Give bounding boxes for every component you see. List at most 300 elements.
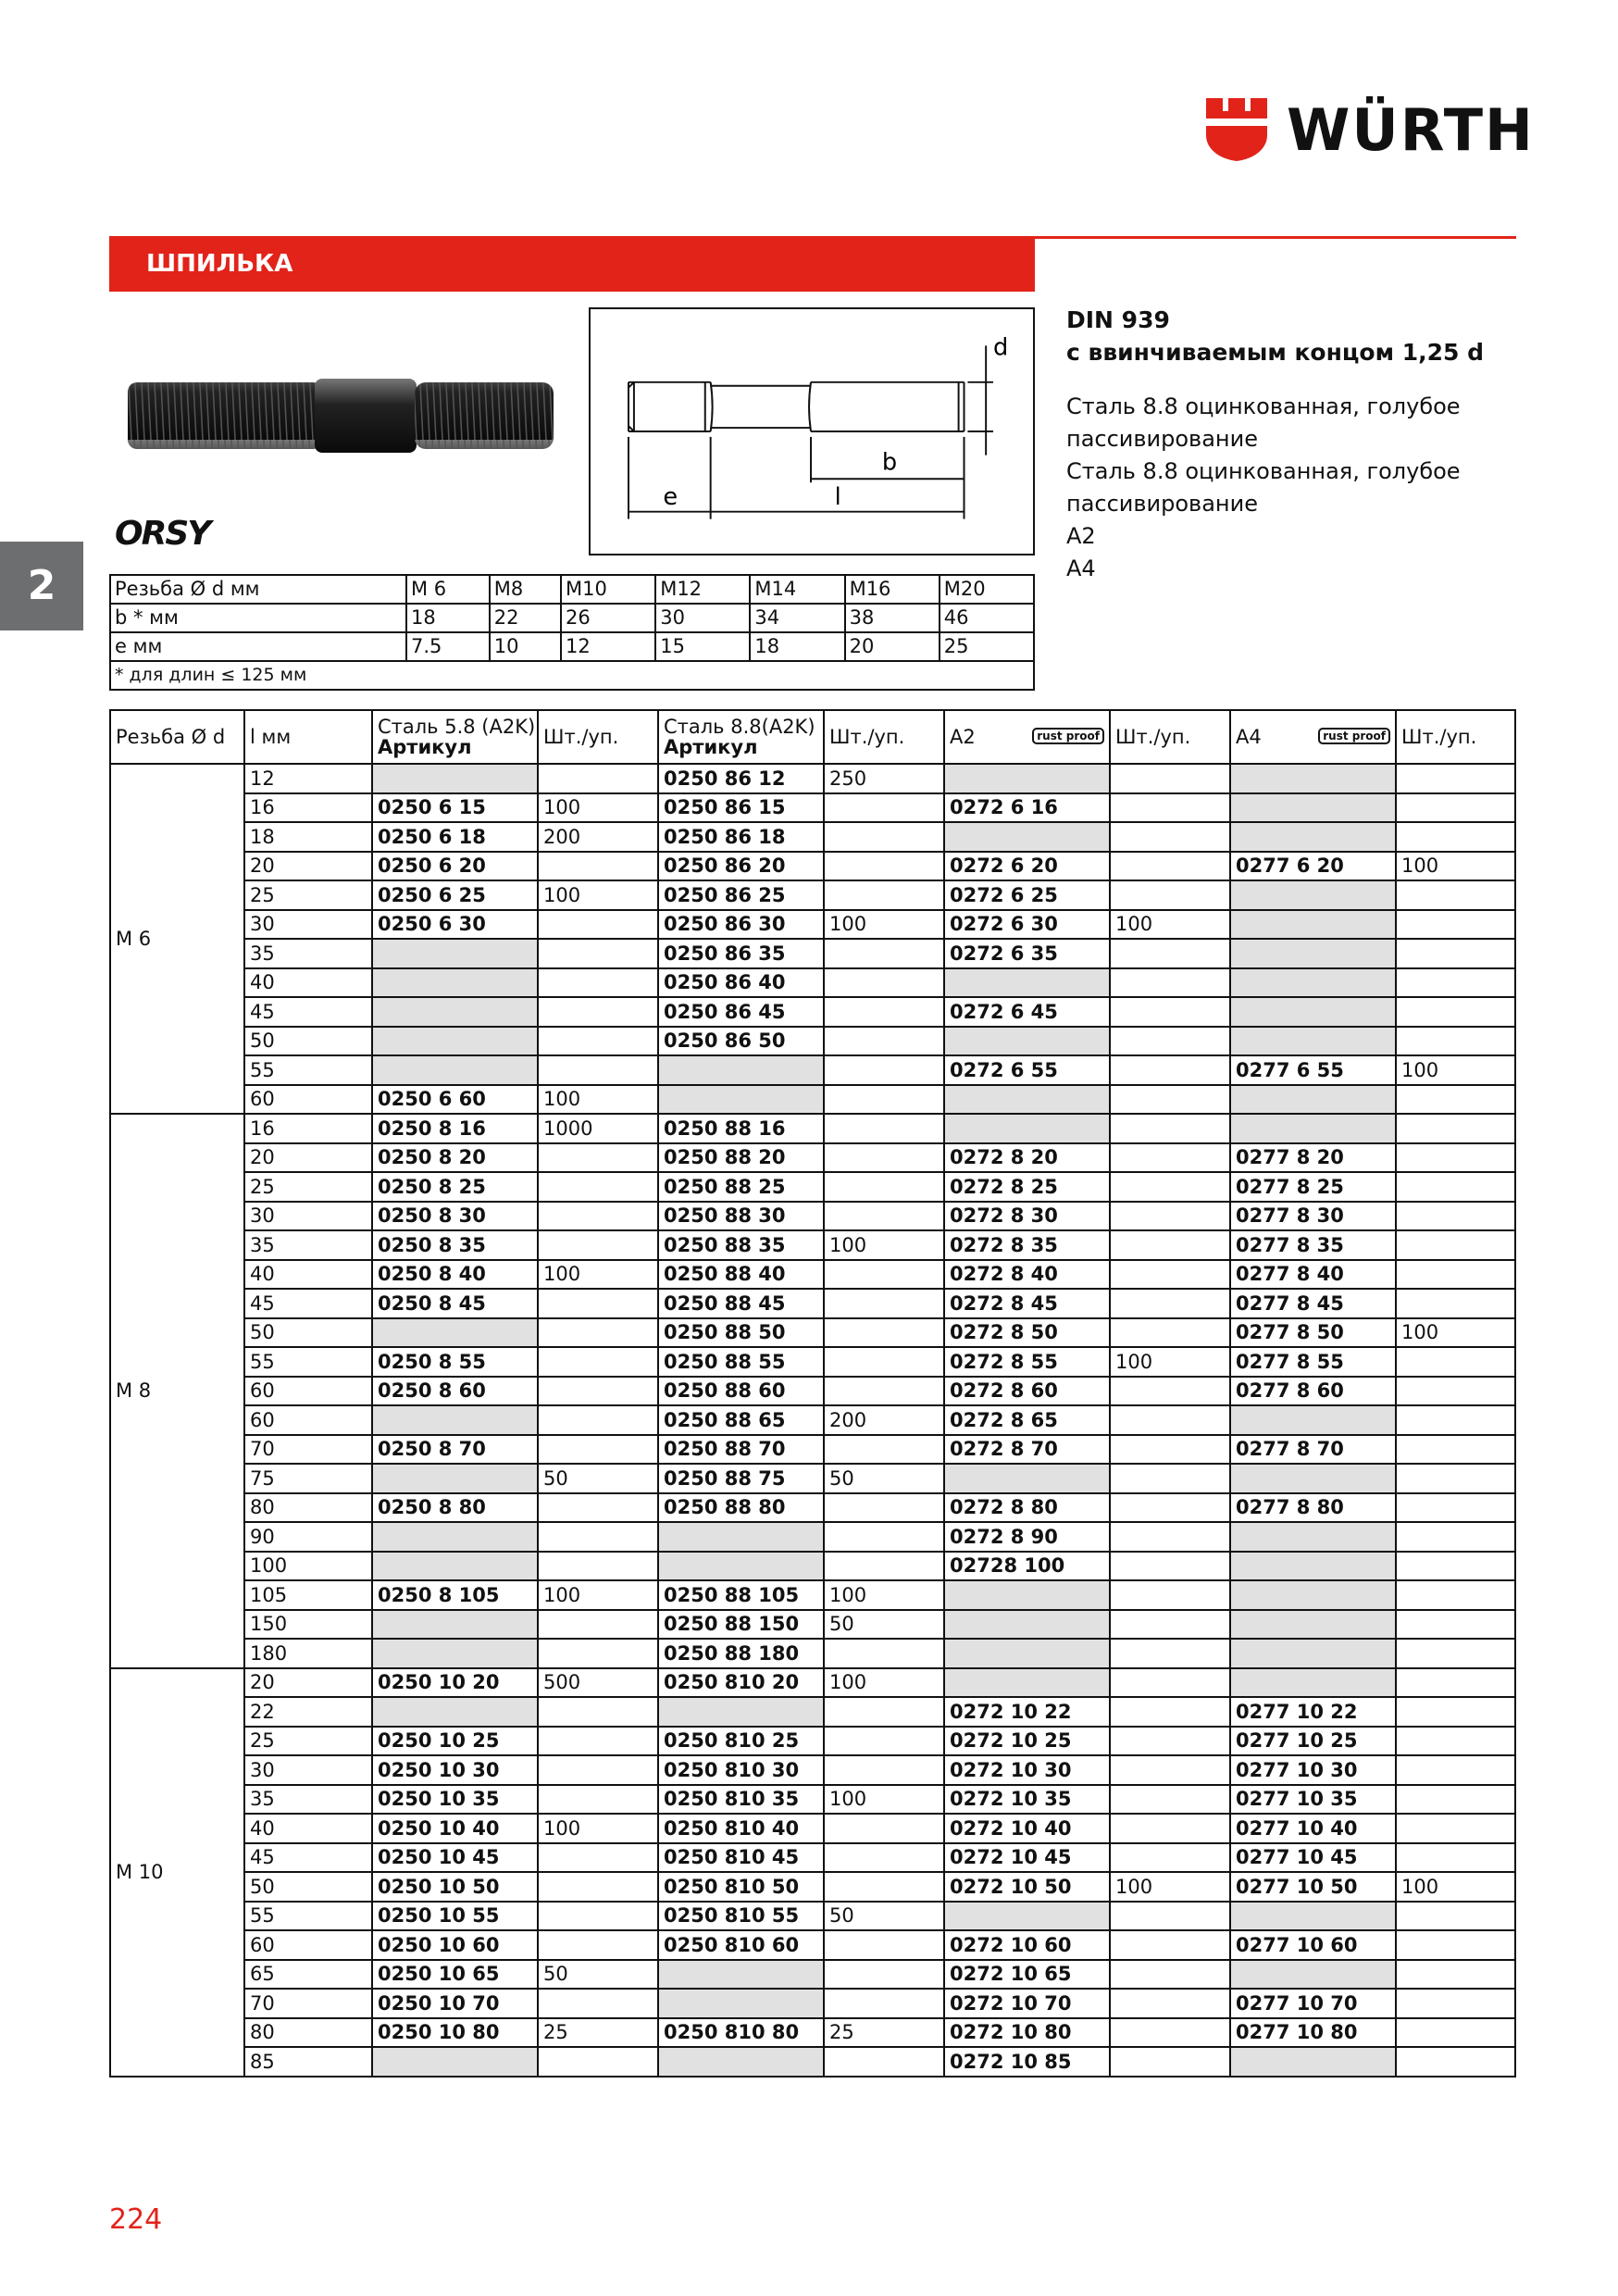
steel88-qty: [824, 822, 944, 852]
a4-qty: 100: [1396, 1318, 1515, 1348]
a4-article: 0277 8 20: [1230, 1143, 1396, 1173]
steel58-article: 0250 10 60: [372, 1930, 538, 1960]
steel58-qty: [538, 1552, 658, 1581]
a2-article: [944, 1902, 1110, 1931]
steel58-qty: 200: [538, 822, 658, 852]
steel88-qty: 50: [824, 1610, 944, 1640]
steel58-qty: [538, 2047, 658, 2077]
steel58-article: 0250 8 30: [372, 1202, 538, 1231]
steel88-article: 0250 86 40: [658, 968, 824, 998]
steel58-article: 0250 10 70: [372, 1989, 538, 2018]
dims-row-label: Резьба Ø d мм: [110, 575, 406, 604]
rust-proof-badge: rust proof: [1318, 728, 1390, 744]
steel88-article: [658, 1055, 824, 1085]
steel88-qty: [824, 939, 944, 968]
a2-article: 0272 8 60: [944, 1377, 1110, 1406]
steel58-qty: 100: [538, 880, 658, 910]
steel88-qty: [824, 1639, 944, 1668]
a4-qty: [1396, 1639, 1515, 1668]
dims-cell: 34: [750, 604, 844, 632]
steel58-article: 0250 10 40: [372, 1814, 538, 1843]
a2-article: 0272 8 70: [944, 1435, 1110, 1465]
a2-qty: [1110, 1522, 1230, 1552]
steel88-article: [658, 1085, 824, 1115]
length-cell: 18: [244, 822, 372, 852]
a2-qty: 100: [1110, 910, 1230, 940]
steel88-article: 0250 88 180: [658, 1639, 824, 1668]
a4-qty: [1396, 1668, 1515, 1698]
a4-article: [1230, 1522, 1396, 1552]
steel88-article: 0250 88 60: [658, 1377, 824, 1406]
a4-qty: [1396, 764, 1515, 793]
a2-qty: [1110, 1727, 1230, 1756]
steel88-qty: [824, 968, 944, 998]
steel58-article: 0250 10 50: [372, 1872, 538, 1902]
steel88-qty: [824, 997, 944, 1027]
a2-article: 0272 10 30: [944, 1755, 1110, 1785]
a2-qty: [1110, 968, 1230, 998]
steel58-article: 0250 8 55: [372, 1347, 538, 1377]
table-row: [110, 1610, 1515, 1640]
length-cell: 40: [244, 1814, 372, 1843]
steel88-article: 0250 810 80: [658, 2018, 824, 2048]
a4-article: [1230, 1960, 1396, 1990]
a2-qty: [1110, 1493, 1230, 1523]
a2-qty: 100: [1110, 1347, 1230, 1377]
steel88-qty: [824, 880, 944, 910]
a4-article: 0277 8 25: [1230, 1172, 1396, 1202]
a2-article: 0272 8 25: [944, 1172, 1110, 1202]
a4-article: 0277 10 80: [1230, 2018, 1396, 2048]
a4-qty: [1396, 1960, 1515, 1990]
page-number: 224: [109, 2203, 163, 2236]
a4-qty: [1396, 1405, 1515, 1435]
steel58-qty: [538, 764, 658, 793]
dims-row-label: b * мм: [110, 604, 406, 632]
steel58-article: [372, 1027, 538, 1056]
a4-article: 0277 10 25: [1230, 1727, 1396, 1756]
a2-article: 0272 6 45: [944, 997, 1110, 1027]
a2-article: 0272 8 80: [944, 1493, 1110, 1523]
a4-article: [1230, 764, 1396, 793]
length-cell: 55: [244, 1902, 372, 1931]
a2-qty: [1110, 822, 1230, 852]
table-row: [110, 1668, 1515, 1698]
a2-article: [944, 1085, 1110, 1115]
label-l: l: [834, 482, 841, 511]
steel88-article: 0250 88 20: [658, 1143, 824, 1173]
steel58-article: 0250 10 35: [372, 1785, 538, 1815]
steel58-qty: 100: [538, 793, 658, 823]
a4-qty: [1396, 1580, 1515, 1610]
steel88-qty: [824, 2047, 944, 2077]
a2-qty: [1110, 1785, 1230, 1815]
a4-article: 0277 8 60: [1230, 1377, 1396, 1406]
length-cell: 60: [244, 1377, 372, 1406]
a4-article: [1230, 1552, 1396, 1581]
product-description: [1066, 304, 1529, 585]
a2-article: 0272 10 70: [944, 1989, 1110, 2018]
length-cell: 50: [244, 1027, 372, 1056]
din-standard: DIN 939: [1066, 306, 1170, 333]
length-cell: 80: [244, 2018, 372, 2048]
steel58-article: 0250 8 105: [372, 1580, 538, 1610]
steel58-article: 0250 6 15: [372, 793, 538, 823]
a4-article: [1230, 1610, 1396, 1640]
steel58-article: 0250 8 80: [372, 1493, 538, 1523]
a2-article: 0272 8 40: [944, 1260, 1110, 1290]
steel88-article: 0250 86 35: [658, 939, 824, 968]
steel88-qty: [824, 1960, 944, 1990]
a2-article: [944, 1464, 1110, 1493]
steel58-qty: [538, 852, 658, 881]
a4-qty: [1396, 2047, 1515, 2077]
steel58-article: 0250 10 25: [372, 1727, 538, 1756]
a2-article: [944, 1668, 1110, 1698]
steel88-qty: 100: [824, 1230, 944, 1260]
steel58-article: [372, 1405, 538, 1435]
a2-qty: [1110, 1814, 1230, 1843]
steel88-qty: [824, 1318, 944, 1348]
steel58-qty: [538, 1377, 658, 1406]
table-row: [110, 2018, 1515, 2048]
steel58-article: [372, 2047, 538, 2077]
length-cell: 16: [244, 793, 372, 823]
a4-article: [1230, 997, 1396, 1027]
steel58-article: 0250 10 80: [372, 2018, 538, 2048]
length-cell: 50: [244, 1318, 372, 1348]
steel88-article: [658, 1552, 824, 1581]
steel58-qty: [538, 1989, 658, 2018]
steel88-qty: [824, 1727, 944, 1756]
a2-qty: [1110, 2047, 1230, 2077]
steel88-article: 0250 88 25: [658, 1172, 824, 1202]
steel88-qty: [824, 1202, 944, 1231]
a2-qty: [1110, 1027, 1230, 1056]
steel88-article: 0250 88 16: [658, 1114, 824, 1143]
header-qty: Шт./уп.: [824, 710, 944, 764]
chapter-tab[interactable]: 2: [0, 542, 83, 630]
steel88-qty: 100: [824, 1785, 944, 1815]
steel88-article: 0250 86 25: [658, 880, 824, 910]
a4-qty: [1396, 1377, 1515, 1406]
table-row: [110, 1755, 1515, 1785]
table-row: [110, 1260, 1515, 1290]
a2-qty: [1110, 939, 1230, 968]
steel58-qty: [538, 997, 658, 1027]
steel88-qty: [824, 1143, 944, 1173]
steel58-qty: [538, 1755, 658, 1785]
steel88-article: 0250 810 55: [658, 1902, 824, 1931]
a2-article: 0272 10 85: [944, 2047, 1110, 2077]
table-row: [110, 1843, 1515, 1873]
steel88-qty: [824, 1085, 944, 1115]
a2-article: [944, 764, 1110, 793]
steel58-article: 0250 10 30: [372, 1755, 538, 1785]
table-row: [110, 1580, 1515, 1610]
length-cell: 100: [244, 1552, 372, 1581]
steel58-article: 0250 10 20: [372, 1668, 538, 1698]
table-row: [110, 1639, 1515, 1668]
a4-article: [1230, 1668, 1396, 1698]
steel88-article: 0250 86 12: [658, 764, 824, 793]
dims-cell: M12: [655, 575, 750, 604]
a4-qty: [1396, 1202, 1515, 1231]
dims-cell: 46: [940, 604, 1034, 632]
steel88-article: 0250 810 40: [658, 1814, 824, 1843]
a4-article: 0277 10 22: [1230, 1697, 1396, 1727]
steel58-qty: [538, 1055, 658, 1085]
steel58-qty: 50: [538, 1960, 658, 1990]
steel88-article: 0250 86 45: [658, 997, 824, 1027]
steel58-article: 0250 8 60: [372, 1377, 538, 1406]
dims-cell: 22: [490, 604, 561, 632]
a2-article: 0272 6 20: [944, 852, 1110, 881]
steel88-article: 0250 88 105: [658, 1580, 824, 1610]
a4-qty: [1396, 1260, 1515, 1290]
steel88-qty: [824, 1522, 944, 1552]
a4-qty: 100: [1396, 852, 1515, 881]
steel88-qty: 50: [824, 1464, 944, 1493]
steel88-article: 0250 810 35: [658, 1785, 824, 1815]
steel58-article: 0250 10 65: [372, 1960, 538, 1990]
table-row: [110, 968, 1515, 998]
length-cell: 40: [244, 968, 372, 998]
a4-article: 0277 8 55: [1230, 1347, 1396, 1377]
a4-qty: [1396, 1085, 1515, 1115]
dims-cell: 18: [750, 632, 844, 661]
a2-qty: [1110, 1435, 1230, 1465]
a2-article: [944, 1610, 1110, 1640]
steel58-article: 0250 6 30: [372, 910, 538, 940]
a4-qty: [1396, 1610, 1515, 1640]
a2-article: 0272 6 30: [944, 910, 1110, 940]
a4-article: 0277 8 30: [1230, 1202, 1396, 1231]
length-cell: 65: [244, 1960, 372, 1990]
a2-article: [944, 1580, 1110, 1610]
length-cell: 75: [244, 1464, 372, 1493]
a2-qty: [1110, 1843, 1230, 1873]
dims-cell: M14: [750, 575, 844, 604]
table-row: [110, 1377, 1515, 1406]
steel58-qty: [538, 968, 658, 998]
steel88-qty: [824, 1872, 944, 1902]
a2-article: [944, 968, 1110, 998]
steel88-qty: [824, 1027, 944, 1056]
a2-article: 0272 8 35: [944, 1230, 1110, 1260]
a4-article: [1230, 822, 1396, 852]
steel58-qty: [538, 1172, 658, 1202]
dims-cell: 18: [406, 604, 490, 632]
steel88-article: [658, 1522, 824, 1552]
steel58-qty: [538, 1785, 658, 1815]
description-subtitle: с ввинчиваемым концом 1,25 d: [1066, 339, 1485, 366]
a4-qty: [1396, 1902, 1515, 1931]
a2-article: [944, 1114, 1110, 1143]
a4-qty: [1396, 1143, 1515, 1173]
a2-qty: [1110, 1930, 1230, 1960]
rust-proof-badge: rust proof: [1032, 728, 1104, 744]
table-row: [110, 1085, 1515, 1115]
steel88-article: 0250 88 45: [658, 1289, 824, 1318]
steel88-article: 0250 86 15: [658, 793, 824, 823]
a2-qty: [1110, 2018, 1230, 2048]
a4-article: 0277 6 20: [1230, 852, 1396, 881]
a2-qty: [1110, 997, 1230, 1027]
header-thread: Резьба Ø d: [110, 710, 244, 764]
steel88-qty: 200: [824, 1405, 944, 1435]
steel58-qty: [538, 1522, 658, 1552]
a4-qty: [1396, 1727, 1515, 1756]
header-qty: Шт./уп.: [1396, 710, 1515, 764]
steel88-qty: [824, 1260, 944, 1290]
a2-qty: [1110, 1172, 1230, 1202]
table-row: [110, 1522, 1515, 1552]
steel58-article: 0250 10 55: [372, 1902, 538, 1931]
a2-article: 0272 8 90: [944, 1522, 1110, 1552]
length-cell: 90: [244, 1522, 372, 1552]
steel88-qty: 100: [824, 1580, 944, 1610]
steel88-article: [658, 2047, 824, 2077]
table-row: [110, 822, 1515, 852]
a2-qty: 100: [1110, 1872, 1230, 1902]
steel58-qty: [538, 939, 658, 968]
length-cell: 35: [244, 1785, 372, 1815]
a4-qty: [1396, 793, 1515, 823]
a2-qty: [1110, 1960, 1230, 1990]
a2-article: 0272 6 55: [944, 1055, 1110, 1085]
steel88-article: 0250 810 30: [658, 1755, 824, 1785]
steel58-article: [372, 1055, 538, 1085]
steel58-article: 0250 8 16: [372, 1114, 538, 1143]
thread-cell: M 8: [110, 1114, 244, 1668]
steel88-article: 0250 88 65: [658, 1405, 824, 1435]
label-e: e: [663, 482, 678, 511]
material-line: Сталь 8.8 оцинкованная, голубое пассивирование: [1066, 393, 1461, 452]
table-row: [110, 793, 1515, 823]
steel88-qty: [824, 1347, 944, 1377]
length-cell: 20: [244, 852, 372, 881]
a4-qty: [1396, 910, 1515, 940]
steel58-article: [372, 939, 538, 968]
table-row: [110, 1785, 1515, 1815]
steel88-qty: 100: [824, 1668, 944, 1698]
a4-qty: [1396, 1755, 1515, 1785]
a2-qty: [1110, 1289, 1230, 1318]
steel88-qty: [824, 1055, 944, 1085]
a4-qty: [1396, 1114, 1515, 1143]
steel58-article: [372, 968, 538, 998]
steel88-article: 0250 88 80: [658, 1493, 824, 1523]
a2-qty: [1110, 1055, 1230, 1085]
steel88-qty: [824, 1493, 944, 1523]
table-row: [110, 1405, 1515, 1435]
steel88-article: 0250 88 40: [658, 1260, 824, 1290]
length-cell: 25: [244, 880, 372, 910]
steel58-qty: [538, 1289, 658, 1318]
a4-qty: [1396, 1493, 1515, 1523]
a4-qty: [1396, 1697, 1515, 1727]
a2-article: 0272 8 55: [944, 1347, 1110, 1377]
steel88-article: 0250 88 150: [658, 1610, 824, 1640]
dims-cell: 26: [561, 604, 655, 632]
a4-qty: [1396, 1027, 1515, 1056]
a2-article: 0272 6 25: [944, 880, 1110, 910]
dims-cell: M8: [490, 575, 561, 604]
steel58-qty: [538, 1930, 658, 1960]
a4-article: [1230, 2047, 1396, 2077]
steel88-qty: 50: [824, 1902, 944, 1931]
steel88-article: 0250 86 18: [658, 822, 824, 852]
steel58-article: [372, 1639, 538, 1668]
a2-qty: [1110, 1114, 1230, 1143]
steel88-article: [658, 1960, 824, 1990]
orsy-logo: ORSY: [115, 515, 210, 553]
a4-article: 0277 10 35: [1230, 1785, 1396, 1815]
steel58-article: [372, 1697, 538, 1727]
a4-article: [1230, 1405, 1396, 1435]
a4-qty: 100: [1396, 1872, 1515, 1902]
steel58-article: [372, 764, 538, 793]
a4-qty: [1396, 2018, 1515, 2048]
a4-article: [1230, 1085, 1396, 1115]
a2-article: 0272 10 50: [944, 1872, 1110, 1902]
steel88-article: 0250 88 75: [658, 1464, 824, 1493]
a4-qty: [1396, 822, 1515, 852]
a2-qty: [1110, 1318, 1230, 1348]
steel58-article: [372, 1318, 538, 1348]
steel88-article: 0250 810 25: [658, 1727, 824, 1756]
dims-cell: M20: [940, 575, 1034, 604]
a4-qty: [1396, 1230, 1515, 1260]
dimensions-table: [109, 574, 1035, 691]
a2-article: 0272 10 22: [944, 1697, 1110, 1727]
label-d: d: [993, 333, 1009, 362]
steel88-article: 0250 86 20: [658, 852, 824, 881]
steel58-qty: [538, 1610, 658, 1640]
a4-qty: [1396, 1930, 1515, 1960]
steel88-qty: [824, 793, 944, 823]
steel58-article: 0250 6 60: [372, 1085, 538, 1115]
thread-cell: M 10: [110, 1668, 244, 2077]
a2-qty: [1110, 1552, 1230, 1581]
a4-qty: [1396, 997, 1515, 1027]
table-row: [110, 910, 1515, 940]
dims-cell: 15: [655, 632, 750, 661]
a4-article: 0277 10 45: [1230, 1843, 1396, 1873]
dims-cell: 7.5: [406, 632, 490, 661]
section-title: ШПИЛЬКА: [146, 250, 293, 278]
steel58-article: 0250 8 70: [372, 1435, 538, 1465]
a2-article: 0272 6 16: [944, 793, 1110, 823]
table-row: [110, 1930, 1515, 1960]
a2-article: 0272 10 80: [944, 2018, 1110, 2048]
steel58-qty: 100: [538, 1580, 658, 1610]
table-row: [110, 2047, 1515, 2077]
steel58-qty: [538, 1639, 658, 1668]
header-a2: A2 rust proof: [944, 710, 1110, 764]
dims-cell: 38: [845, 604, 940, 632]
length-cell: 70: [244, 1989, 372, 2018]
a4-qty: [1396, 968, 1515, 998]
a4-article: [1230, 880, 1396, 910]
table-row: [110, 1814, 1515, 1843]
steel88-qty: [824, 1930, 944, 1960]
table-row: [110, 1989, 1515, 2018]
a2-qty: [1110, 1989, 1230, 2018]
steel88-article: 0250 86 50: [658, 1027, 824, 1056]
a4-article: [1230, 939, 1396, 968]
